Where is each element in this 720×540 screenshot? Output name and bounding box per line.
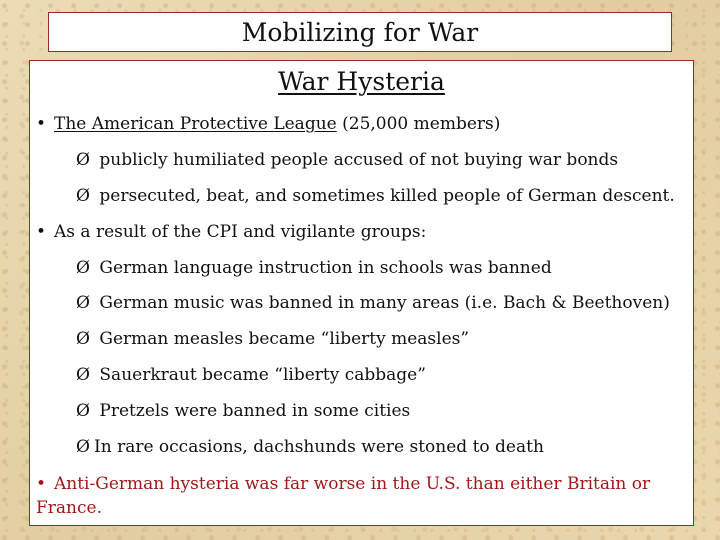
arrow-bullet-icon: Ø xyxy=(76,150,90,170)
apl-rest: (25,000 members) xyxy=(336,114,501,134)
apl-name: The American Protective League xyxy=(54,114,337,134)
result-sub-item xyxy=(76,292,670,314)
arrow-bullet-icon: Ø xyxy=(76,437,90,457)
title-box xyxy=(48,12,672,52)
content-box xyxy=(29,60,694,526)
result-sub-item xyxy=(76,364,426,386)
bullet-apl xyxy=(36,113,500,135)
result-sub-text: German measles became “liberty measles” xyxy=(99,329,470,349)
bullet-glyph: • xyxy=(36,474,47,494)
conclusion-text: Anti-German hysteria was far worse in the U.S. than either Britain or France. xyxy=(36,474,651,518)
apl-sub-item xyxy=(76,185,675,207)
result-sub-item xyxy=(76,436,544,458)
arrow-bullet-icon: Ø xyxy=(76,329,90,349)
result-sub-text: Sauerkraut became “liberty cabbage” xyxy=(99,365,426,385)
result-text: As a result of the CPI and vigilante groups: xyxy=(54,222,427,242)
bullet-conclusion xyxy=(36,472,656,520)
result-sub-text: Pretzels were banned in some cities xyxy=(99,401,411,421)
result-sub-item xyxy=(76,328,469,350)
section-heading: War Hysteria xyxy=(278,67,445,96)
arrow-bullet-icon: Ø xyxy=(76,293,90,313)
arrow-bullet-icon: Ø xyxy=(76,258,90,278)
result-sub-text: German language instruction in schools was banned xyxy=(99,258,552,278)
arrow-bullet-icon: Ø xyxy=(76,401,90,421)
result-sub-text: German music was banned in many areas (i.e. Bach & Beethoven) xyxy=(99,293,670,313)
apl-sub-text: publicly humiliated people accused of not buying war bonds xyxy=(99,150,619,170)
arrow-bullet-icon: Ø xyxy=(76,365,90,385)
slide-title: Mobilizing for War xyxy=(241,17,479,47)
result-sub-item xyxy=(76,400,410,422)
apl-sub-text: persecuted, beat, and sometimes killed people of German descent. xyxy=(99,186,675,206)
apl-sub-item xyxy=(76,149,618,171)
bullet-result xyxy=(36,221,426,243)
bullet-glyph: • xyxy=(36,222,47,242)
arrow-bullet-icon: Ø xyxy=(76,186,90,206)
result-sub-text: In rare occasions, dachshunds were stoned to death xyxy=(94,437,544,457)
result-sub-item xyxy=(76,257,552,279)
bullet-glyph: • xyxy=(36,114,47,134)
